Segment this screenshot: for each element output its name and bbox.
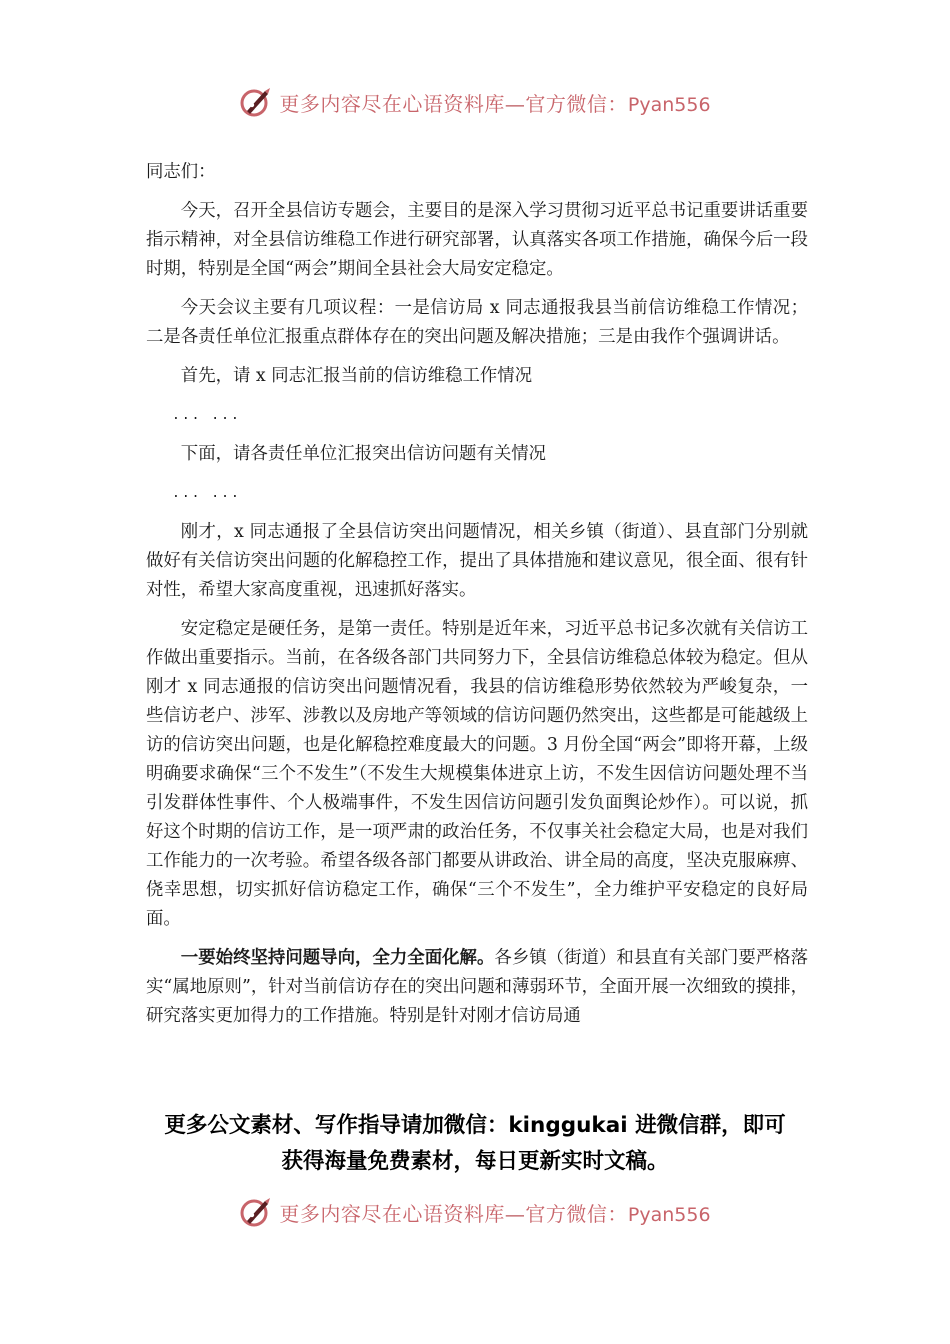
paragraph-point-one (146, 944, 808, 1031)
banner-site-name: 更多内容尽在心语资料库 (279, 91, 505, 116)
banner-wechat-id: Pyan556 (627, 93, 711, 116)
promo-line-2: 获得海量免费素材，每日更新实时文稿。 (281, 1149, 669, 1174)
banner-wechat-id: Pyan556 (627, 1203, 711, 1226)
banner-text (279, 88, 710, 117)
paragraph-opening: 今天，召开全县信访专题会，主要目的是深入学习贯彻习近平总书记重要讲话重要指示精神，对全县信访维稳工作进行研究部署，认真落实各项工作措施，确保今后一段时期，特别是全国“两会”期间全县社会大局安定稳定。 (146, 201, 808, 279)
banner-wechat-label: 官方微信： (525, 91, 628, 116)
ellipsis-2: ... ... (172, 486, 241, 501)
banner-dash: — (504, 1201, 526, 1226)
paragraph-summary: 刚才，x 同志通报了全县信访突出问题情况，相关乡镇（街道）、县直部门分别就做好有关信访突出问题的化解稳控工作，提出了具体措施和建议意见，很全面、很有针对性，希望大家高度重视，迅速抓好落实。 (146, 522, 808, 600)
paragraph-agenda: 今天会议主要有几项议程：一是信访局 x 同志通报我县当前信访维稳工作情况；二是各责任单位汇报重点群体存在的突出问题及解决措施；三是由我作个强调讲话。 (146, 298, 808, 347)
pen-logo-icon (239, 1195, 273, 1229)
paragraph-unit-reports: 下面，请各责任单位汇报突出信访问题有关情况 (180, 444, 547, 464)
ellipsis-1: ... ... (172, 408, 241, 423)
banner-dash: — (504, 91, 526, 116)
point-one-heading: 一要始终坚持问题导向，全力全面化解。 (180, 948, 495, 968)
document-body (146, 158, 808, 1041)
paragraph-stability: 安定稳定是硬任务，是第一责任。特别是近年来，习近平总书记多次就有关信访工作做出重要指示。当前，在各级各部门共同努力下，全县信访维稳总体较为稳定。但从刚才 x 同志通报的信访突出问题情况看，我县的信访维稳形势依然较为严峻复杂，一些信访老户、涉军、涉教以及房地产等领域的信访问题仍然突出，这些都是可能越级上访的信访突出问题，也是化解稳控难度最大的问题。3 月份全国“两会”即将开幕，上级明确要求确保“三个不发生”（不发生大规模集体进京上访，不发生因信访问题处理不当引发群体性事件、个人极端事件，不发生因信访问题引发负面舆论炒作）。可以说，抓好这个时期的信访工作，是一项严肃的政治任务，不仅事关社会稳定大局，也是对我们工作能力的一次考验。希望各级各部门都要从讲政治、讲全局的高度，坚决克服麻痹、侥幸思想，切实抓好信访稳定工作，确保“三个不发生”，全力维护平安稳定的良好局面。 (146, 619, 808, 929)
salutation: 同志们： (146, 162, 216, 182)
banner-site-name: 更多内容尽在心语资料库 (279, 1201, 505, 1226)
header-banner (0, 80, 950, 124)
promo-line-1: 更多公文素材、写作指导请加微信：kinggukai 进微信群，即可 (164, 1113, 786, 1138)
paragraph-first-report: 首先，请 x 同志汇报当前的信访维稳工作情况 (180, 366, 533, 386)
banner-wechat-label: 官方微信： (525, 1201, 628, 1226)
banner-text (279, 1198, 710, 1227)
point-one-text: 各乡镇（街道）和县直有关部门要严格落实“属地原则”，针对当前信访存在的突出问题和薄弱环节，全面开展一次细致的摸排，研究落实更加得力的工作措施。特别是针对刚才信访局通 (146, 948, 808, 1026)
footer-banner (0, 1190, 950, 1234)
pen-logo-icon (239, 85, 273, 119)
promo-note (0, 1108, 950, 1180)
